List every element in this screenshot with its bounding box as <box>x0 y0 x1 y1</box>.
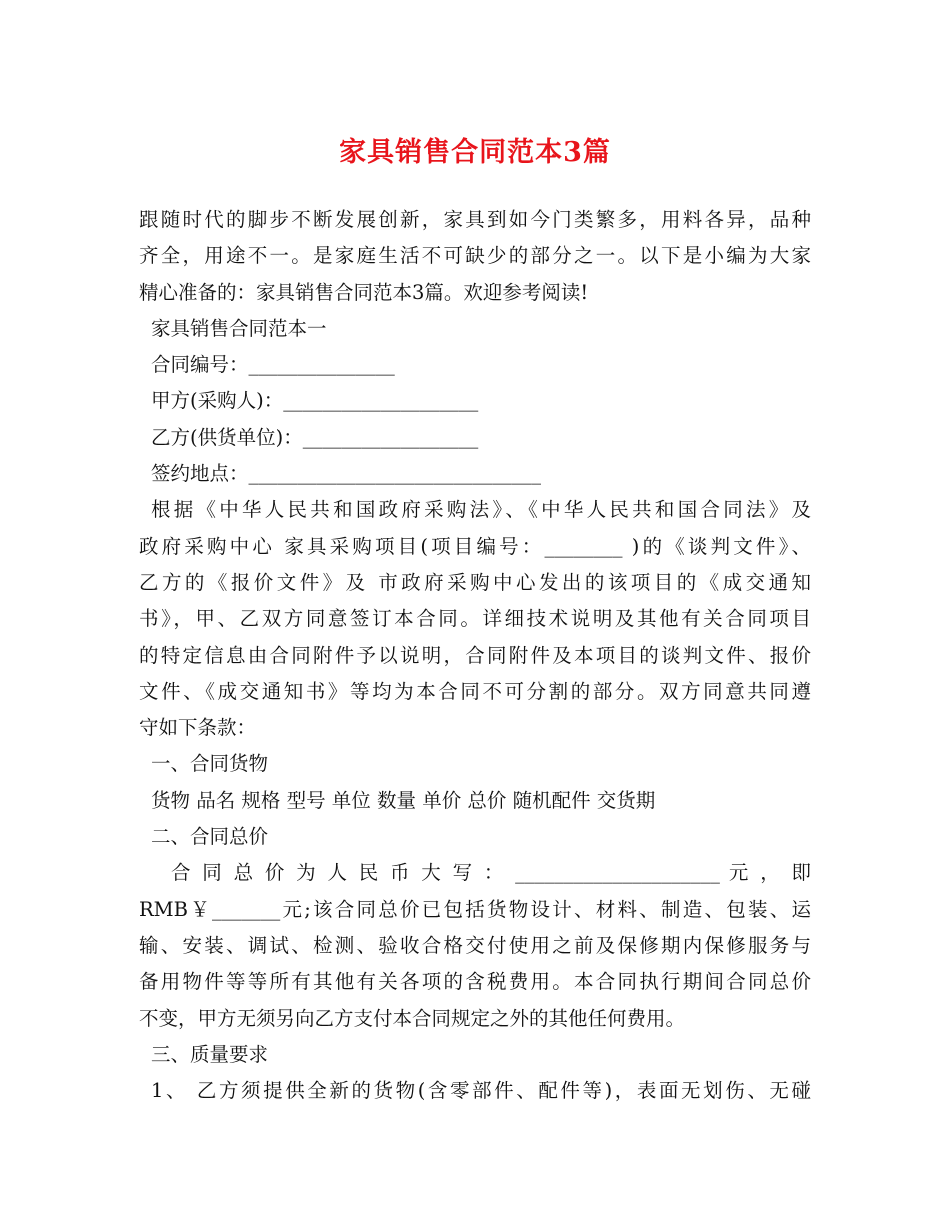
paragraph-line: 精心准备的：家具销售合同范本3篇。欢迎参考阅读! <box>139 280 589 304</box>
document-body <box>139 202 811 1109</box>
paragraph-line: 输、安装、调试、检测、验收合格交付使用之前及保修期内保修服务与 <box>139 933 811 957</box>
paragraph-line: 齐全，用途不一。是家庭生活不可缺少的部分之一。以下是小编为大家 <box>139 244 811 268</box>
party-a-line: 甲方(采购人)：____________________ <box>151 389 479 413</box>
paragraph-line: 政府采购中心 家具采购项目(项目编号：________ )的《谈判文件》、 <box>139 534 811 558</box>
paragraph-line: 不变，甲方无须另向乙方支付本合同规定之外的其他任何费用。 <box>139 1006 686 1030</box>
paragraph-line: 根据《中华人民共和国政府采购法》、《中华人民共和国合同法》及 <box>151 498 811 522</box>
paragraph-line: 文件、《成交通知书》等均为本合同不可分割的部分。双方同意共同遵 <box>139 679 811 703</box>
paragraph-line: 备用物件等等所有其他有关各项的含税费用。本合同执行期间合同总价 <box>139 970 811 994</box>
document-title: 家具销售合同范本3篇 <box>339 137 611 168</box>
contract-number-line: 合同编号：_______________ <box>151 353 395 377</box>
paragraph-line: 书》，甲、乙双方同意签订本合同。详细技术说明及其他有关合同项目 <box>139 607 811 631</box>
section-heading: 家具销售合同范本一 <box>151 316 327 340</box>
paragraph-line: RMB￥_______元;该合同总价已包括货物设计、材料、制造、包装、运 <box>139 897 811 921</box>
paragraph-line: 的特定信息由合同附件予以说明，合同附件及本项目的谈判文件、报价 <box>139 643 811 667</box>
paragraph-line: 合 同 总 价 为 人 民 币 大 写 ： _____________________ 元 ， 即 <box>171 861 811 885</box>
party-b-line: 乙方(供货单位)：__________________ <box>151 425 479 449</box>
paragraph-line: 跟随时代的脚步不断发展创新，家具到如今门类繁多，用料各异，品种 <box>139 208 811 231</box>
goods-table-header: 货物 品名 规格 型号 单位 数量 单价 总价 随机配件 交货期 <box>151 788 656 812</box>
section-heading: 一、合同货物 <box>151 752 269 776</box>
paragraph-line: 1、 乙方须提供全新的货物(含零部件、配件等)，表面无划伤、无碰 <box>151 1079 811 1103</box>
paragraph-line: 乙方的《报价文件》及 市政府采购中心发出的该项目的《成交通知 <box>139 570 811 594</box>
section-heading: 二、合同总价 <box>151 825 269 849</box>
signing-location-line: 签约地点：______________________________ <box>151 462 542 486</box>
section-heading: 三、质量要求 <box>151 1042 269 1066</box>
paragraph-line: 守如下条款： <box>139 716 257 740</box>
